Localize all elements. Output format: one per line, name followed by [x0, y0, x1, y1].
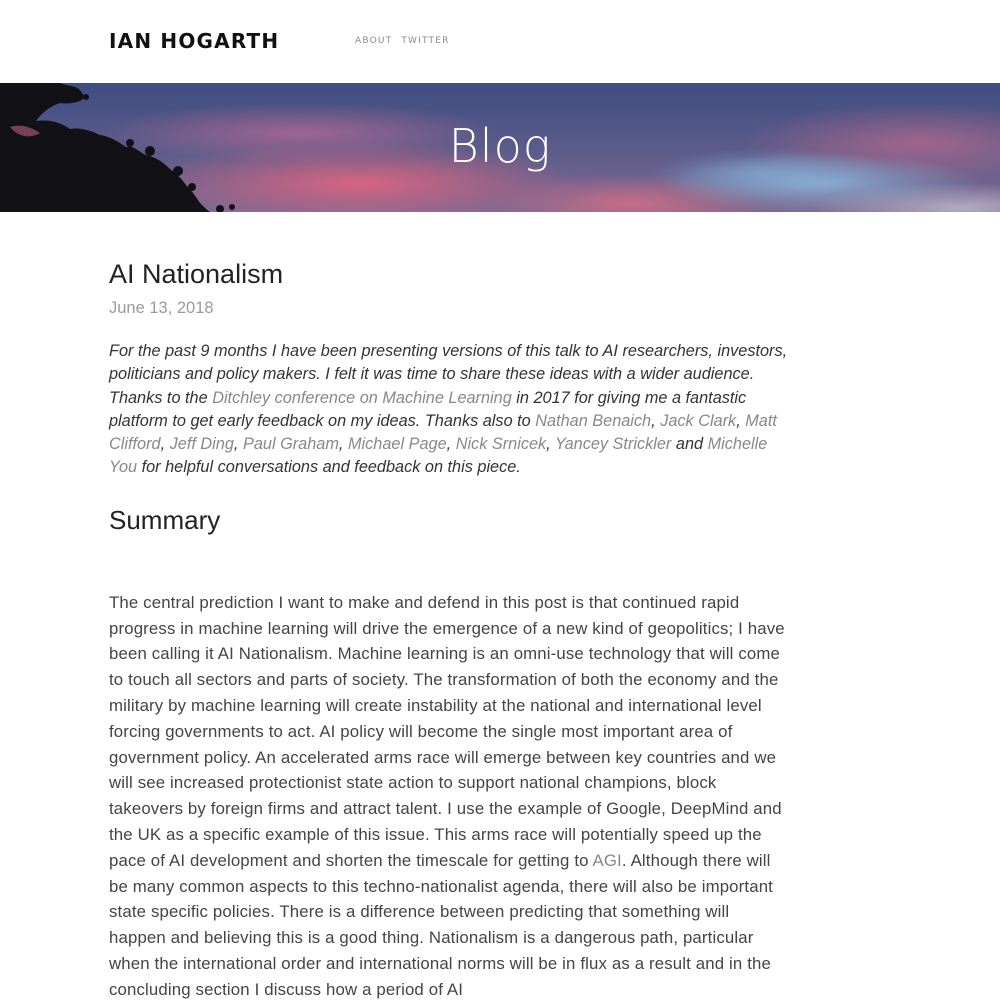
separator: , [446, 435, 456, 454]
person-link[interactable]: Nick Srnicek [455, 435, 547, 454]
person-link[interactable]: Michael Page [347, 435, 447, 454]
ditchley-link[interactable]: Ditchley conference on Machine Learning [212, 388, 512, 407]
separator: , [338, 435, 348, 454]
nav-about-link[interactable]: ABOUT [355, 36, 393, 46]
separator: , [546, 435, 555, 454]
summary-text: . Although there will be many common aspects to this techno-nationalist agenda, there will also be important state specific policies. There is a difference between predicting that something will happen and believing this is a good thing. Nationalism is a dangerous path, particular when the international order and international norms will be in flux as a result and in the concluding section I discuss how a period of AI [109, 850, 773, 999]
separator: , [160, 435, 170, 454]
person-link[interactable]: Matt Clifford [109, 411, 777, 454]
post-content [109, 250, 789, 1000]
person-link[interactable]: Jack Clark [660, 411, 737, 430]
separator: and [671, 435, 708, 454]
intro-text: in 2017 for giving me a fantastic platform to get early feedback on my ideas. Thanks also to [109, 388, 747, 430]
person-link[interactable]: Nathan Benaich [535, 411, 652, 430]
separator: , [736, 411, 746, 430]
site-header [0, 0, 1000, 83]
person-link[interactable]: Jeff Ding [169, 435, 234, 454]
summary-paragraph [109, 590, 789, 1000]
person-link[interactable]: Michelle You [109, 435, 768, 477]
agi-link[interactable]: AGI [592, 850, 622, 870]
post-title: AI Nationalism [109, 259, 284, 289]
main-nav [355, 36, 450, 46]
post-intro [109, 340, 789, 480]
summary-heading: Summary [109, 504, 221, 535]
intro-text: For the past 9 months I have been presenting versions of this talk to AI researchers, investors, politicians and policy makers. I felt it was time to share these ideas with a wider audience. Thanks to the [109, 342, 788, 407]
banner-title: Blog [448, 119, 552, 173]
person-link[interactable]: Paul Graham [242, 435, 339, 454]
nav-twitter-link[interactable]: TWITTER [401, 36, 450, 46]
person-link[interactable]: Yancey Strickler [554, 435, 672, 454]
hero-banner [0, 83, 1000, 212]
intro-text: for helpful conversations and feedback on this piece. [137, 458, 521, 477]
separator: , [233, 435, 243, 454]
summary-text: The central prediction I want to make and defend in this post is that continued rapid progress in machine learning will drive the emergence of a new kind of geopolitics; I have been calling it AI Nationalism. Machine learning is an omni-use technology that will come to touch all sectors and parts of society. The transformation of both the economy and the military by machine learning will create instability at the national and international level forcing governments to act. AI policy will become the single most important area of government policy. An accelerated arms race will emerge between key countries and we will see increased protectionist state action to support national champions, block takeovers by foreign firms and attract talent. I use the example of Google, DeepMind and the UK as a specific example of this issue. This arms race will potentially speed up the pace of AI development and shorten the timescale for getting to [109, 592, 785, 870]
site-title-link[interactable]: IAN HOGARTH [109, 29, 280, 53]
post-date: June 13, 2018 [109, 299, 214, 317]
separator: , [651, 411, 661, 430]
